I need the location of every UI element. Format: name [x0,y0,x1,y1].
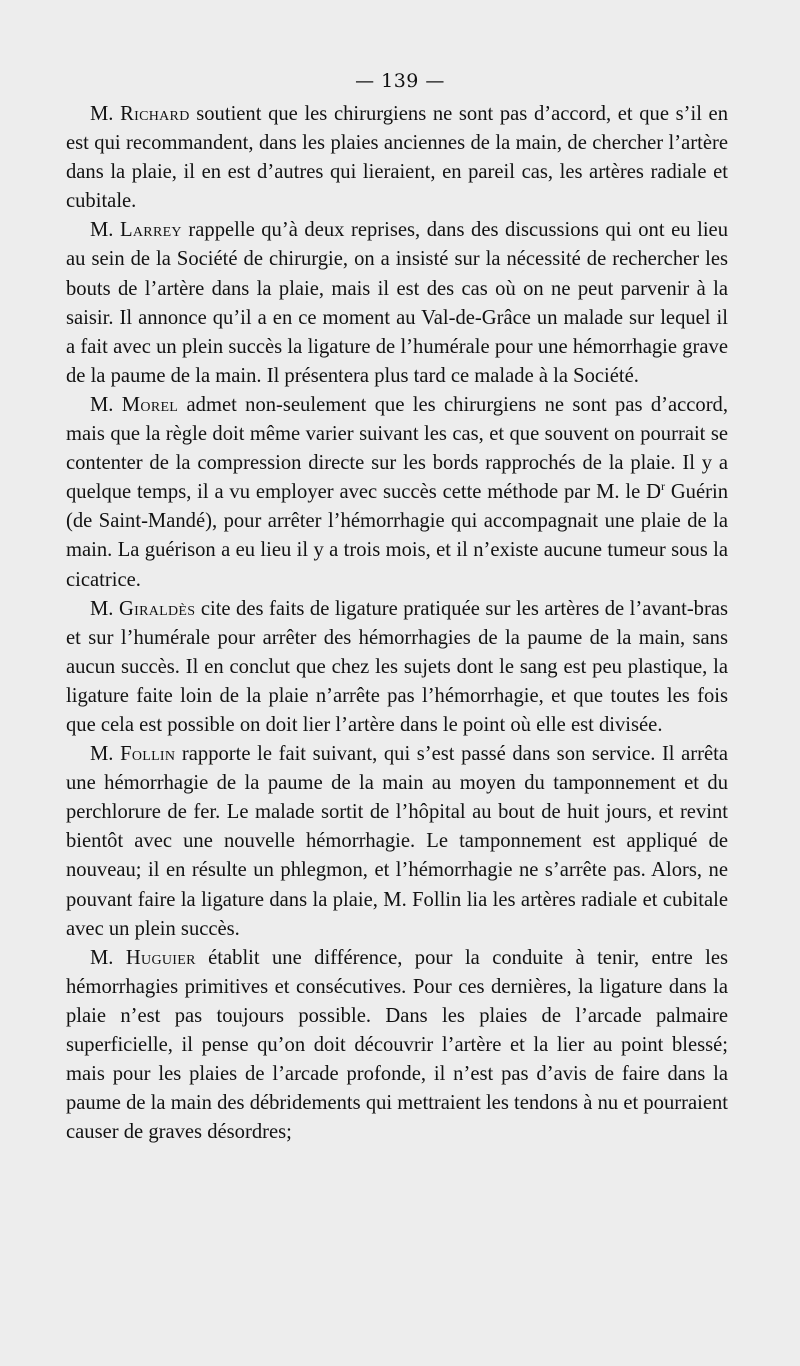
speaker-name: Morel [121,393,179,416]
speaker-name: Larrey [120,219,182,242]
paragraph-text: admet non-seulement que les chirurgiens ne sont pas d’accord, mais que la règle doit même varier suivant les cas, et que souvent on pourrait se contenter de la compression directe sur les bords rapprochés de la plaie. Il y a quelque temps, il a vu employer avec succès cette méthode par M. le D [66,393,728,504]
paragraph-text: rappelle qu’à deux reprises, dans des discussions qui ont eu lieu au sein de la Société de chirurgie, on a insisté sur la nécessité de rechercher les bouts de l’artère dans la plaie, mais il est des cas où on ne peut parvenir à la saisir. Il annonce qu’il a en ce moment au Val-de-Grâce un malade sur lequel il a fait avec un plein succès la ligature de l’humérale pour une hémorrhagie grave de la paume de la main. Il présentera plus tard ce malade à la Société. [66,219,728,387]
title-prefix: M. [90,946,126,969]
page-number: — 139 — [355,70,445,92]
speaker-name: Giraldès [118,597,196,620]
paragraph-huguier [66,944,728,1148]
paragraph-giraldes [66,595,728,740]
body-text [66,100,728,1147]
speaker-name: Huguier [125,946,196,969]
title-prefix: M. [90,393,122,416]
speaker-name: Follin [120,743,176,766]
paragraph-text-continued: Guérin (de Saint-Mandé), pour arrêter l’hémorrhagie qui accompagnait une plaie de la main. La guérison a eu lieu il y a trois mois, et il n’existe aucune tumeur sous la cicatrice. [66,481,728,591]
superscript: r [660,479,665,494]
paragraph-larrey [66,216,728,391]
title-prefix: M. [90,219,121,242]
paragraph-follin [66,740,728,944]
paragraph-text: soutient que les chirurgiens ne sont pas d’accord, et que s’il en est qui recommandent, dans les plaies anciennes de la main, de chercher l’artère dans la plaie, il en est d’autres qui lieraient, en pareil cas, les artères radiale et cubitale. [66,103,728,213]
paragraph-morel [66,391,728,595]
title-prefix: M. [90,597,119,620]
speaker-name: Richard [120,103,190,125]
title-prefix: M. [90,743,121,766]
paragraph-text: établit une différence, pour la conduite à tenir, entre les hémorrhagies primitives et consécutives. Pour ces dernières, la ligature dans la plaie n’est pas toujours possible. Dans les plaies de l’arcade palmaire superficielle, il pense qu’on doit découvrir l’artère et la lier au point blessé; mais pour les plaies de l’arcade profonde, il n’est pas d’avis de faire dans la paume de la main des débridements qui mettraient les tendons à nu et pourraient causer de graves désordres; [66,946,729,1144]
title-prefix: M. [90,103,121,125]
paragraph-richard [66,100,728,216]
paragraph-text: cite des faits de ligature pratiquée sur les artères de l’avant-bras et sur l’humérale pour arrêter des hémorrhagies de la paume de la main, sans aucun succès. Il en conclut que chez les sujets dont le sang est peu plastique, la ligature faite loin de la plaie n’arrête pas l’hémorrhagie, et que toutes les fois que cela est possible on doit lier l’artère dans le point où elle est divisée. [66,597,728,736]
paragraph-text: rapporte le fait suivant, qui s’est passé dans son service. Il arrêta une hémorrhagie de la paume de la main au moyen du tamponnement et du perchlorure de fer. Le malade sortit de l’hôpital au bout de huit jours, et revint bientôt avec une nouvelle hémorrhagie. Le tamponnement est appliqué de nouveau; il en résulte un phlegmon, et l’hémorrhagie ne s’arrête pas. Alors, ne pouvant faire la ligature dans la plaie, M. Follin lia les artères radiale et cubitale avec un plein succès. [66,743,728,940]
